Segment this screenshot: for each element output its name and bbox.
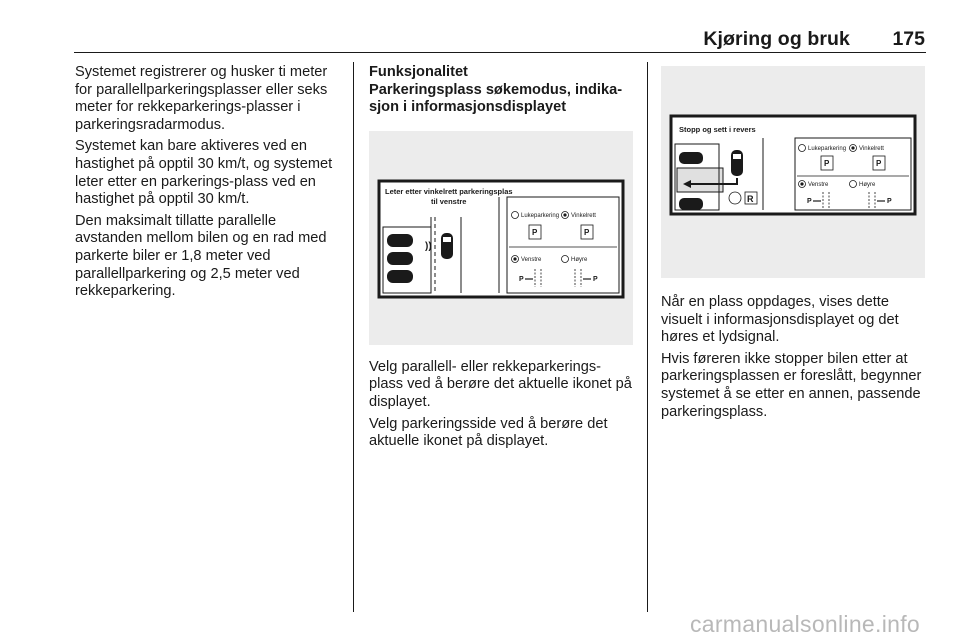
side-left: Venstre [808,182,829,188]
svg-text:R: R [747,194,754,204]
section-heading: Funksjonalitet [369,64,468,80]
column-3 [661,66,929,425]
side-right: Høyre [859,182,876,188]
figure-stop-reverse [661,66,925,278]
paragraph: Når en plass oppdages, vises dette visuelt i informasjonsdisplayet og det høres et lydsignal. [661,294,899,346]
paragraph: Velg parkeringsside ved å berøre det aktuelle ikonet på displayet. [369,415,608,450]
side-left: Venstre [521,256,542,263]
figure-search-mode [369,131,633,345]
option-perpendicular: Vinkelrett [859,146,884,152]
svg-text:P: P [887,198,892,205]
option-parallel: Lukeparkering [521,212,560,219]
option-perpendicular: Vinkelrett [571,212,596,219]
svg-text:P: P [593,275,598,283]
section-subheading: Parkeringsplass søkemodus, indika-sjon i informasjonsdisplayet [369,81,623,116]
searching-car-icon [441,233,453,259]
figure-title: Stopp og sett i revers [679,125,756,134]
column-2 [369,64,635,455]
column-1 [75,64,347,305]
steering-icon [729,192,741,204]
svg-text:P: P [807,198,812,205]
stop-reverse-illustration [661,66,925,278]
svg-text:P: P [519,275,524,283]
page-header [74,28,926,53]
paragraph: Systemet kan bare aktiveres ved en hastighet på opptil 30 km/t, og systemet leter etter en parkerings-plass ved en hastighet på opptil 30 km/t. [75,138,333,208]
figure-title-line1: Leter etter vinkelrett parkeringsplas [385,186,513,196]
svg-text:P: P [876,159,882,168]
parked-car-icon [387,234,413,283]
paragraph: Den maksimalt tillatte parallelle avstanden mellom bilen og en rad med parkerte biler er 1,8 meter ved parallellparkering og 2,5 meter ved rekkeparkering. [75,212,327,300]
svg-text:P: P [824,159,830,168]
sensor-waves-icon: )) [425,240,432,252]
search-mode-illustration [369,131,633,345]
free-space [677,168,723,192]
page-number: 175 [892,28,925,50]
figure-title-line2: til venstre [431,196,467,206]
options-panel [507,197,619,293]
watermark: carmanualsonline.info [689,611,920,637]
side-right: Høyre [571,256,588,263]
column-divider-2 [647,62,648,612]
svg-text:P: P [532,227,538,237]
paragraph: Systemet registrerer og husker ti meter for parallellparkeringsplasser eller seks meter for rekkeparkerings-plasser i parkeringsradarmodus. [75,64,328,133]
searching-car-icon [731,150,743,176]
column-divider-1 [353,62,354,612]
section-title: Kjøring og bruk [703,28,850,50]
paragraph: Velg parallell- eller rekkeparkerings-plass ved å berøre det aktuelle ikonet på displayet. [369,358,632,410]
paragraph: Hvis føreren ikke stopper bilen etter at parkeringsplassen er foreslått, begynner systemet å se etter en annen, passende parkeringsplass. [661,350,922,420]
option-parallel: Lukeparkering [808,146,847,152]
svg-text:P: P [584,227,590,237]
